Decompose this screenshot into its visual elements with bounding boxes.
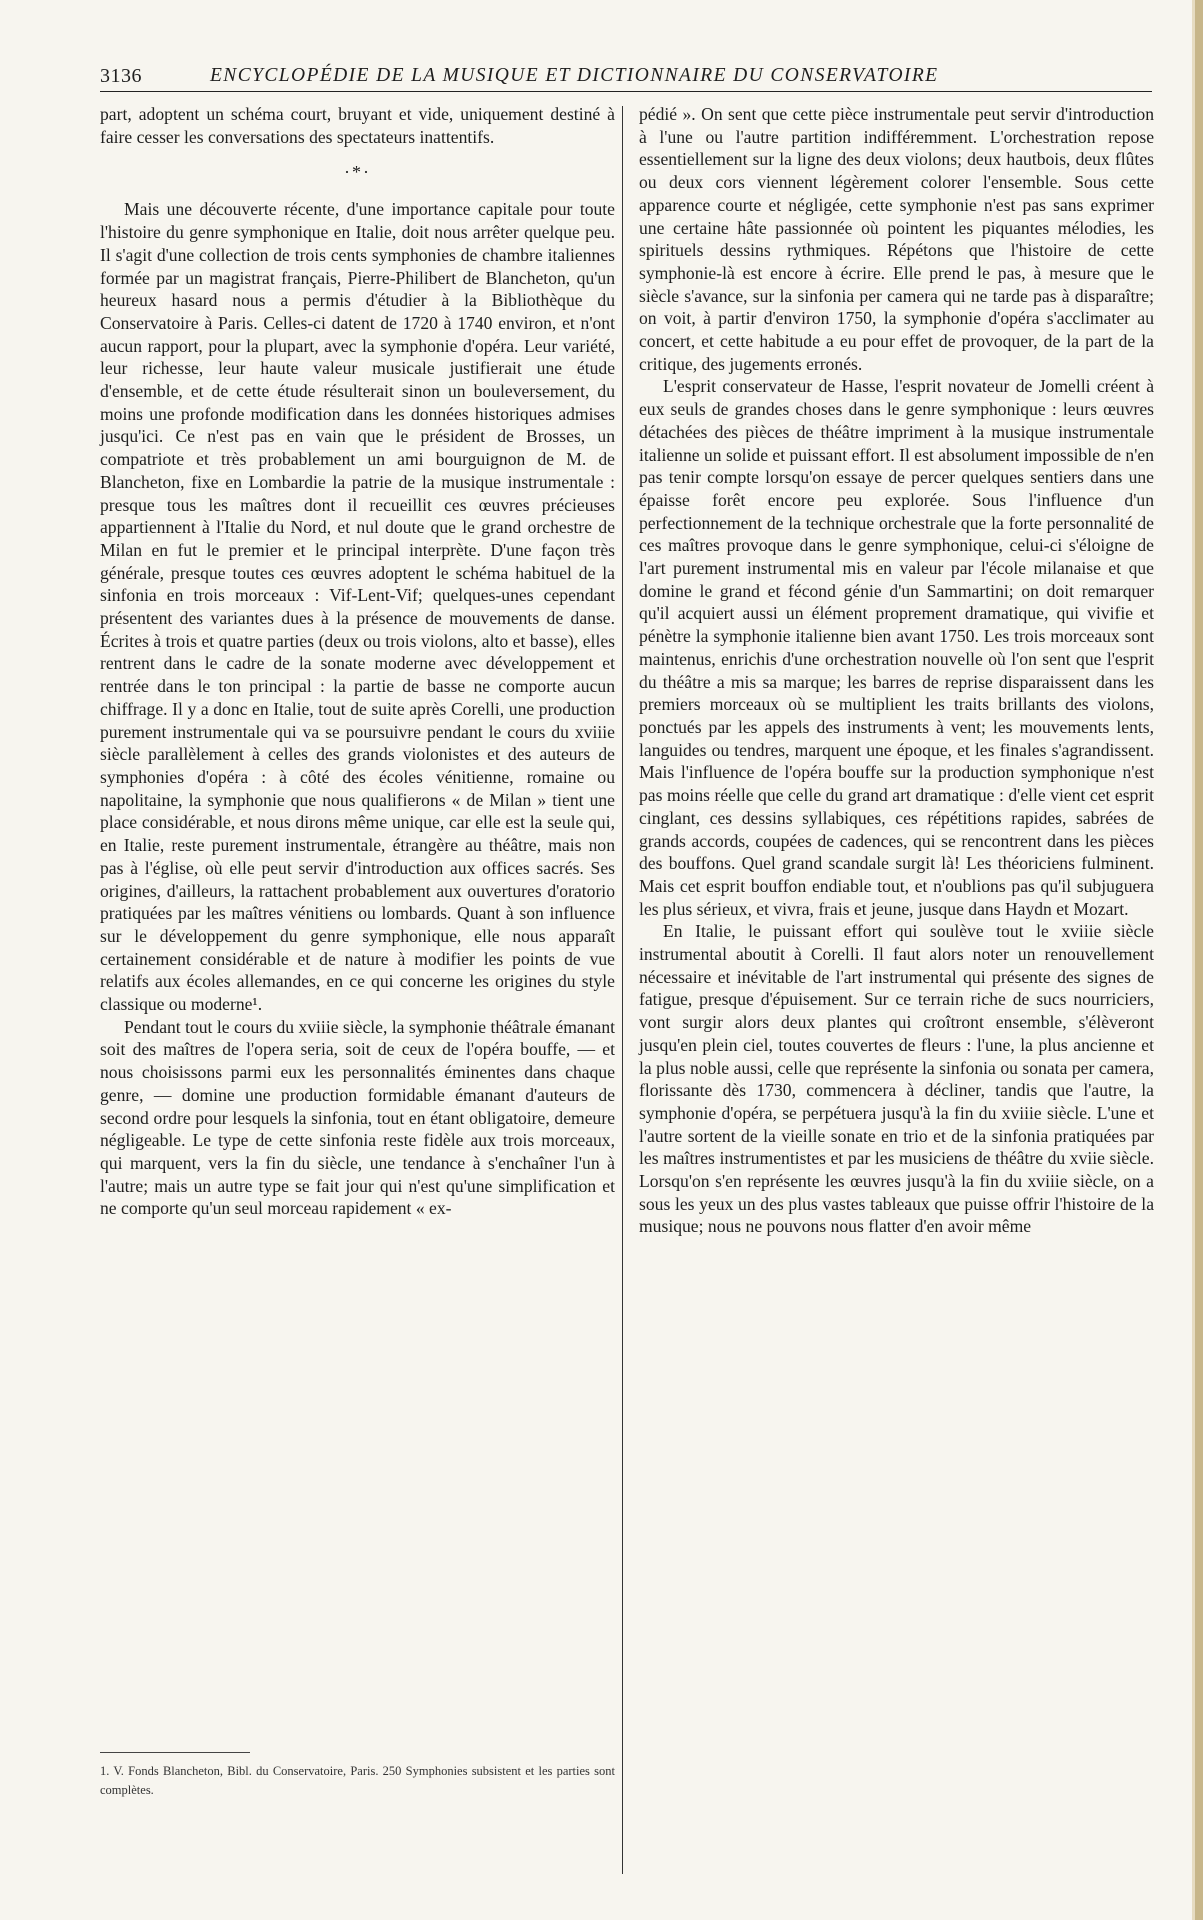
footnote: 1. V. Fonds Blancheton, Bibl. du Conservatoire, Paris. 250 Symphonies subsistent et les parties sont complètes. (100, 1764, 615, 1797)
running-title: ENCYCLOPÉDIE DE LA MUSIQUE ET DICTIONNAIRE DU CONSERVATOIRE (210, 65, 939, 86)
column-divider (622, 106, 623, 1874)
paragraph: pédié ». On sent que cette pièce instrumentale peut servir d'introduction à l'une ou l'autre partition indifféremment. L'orchestration repose essentiellement sur la ligne des deux violons; deux hautbois, deux flûtes ou deux cors viennent légèrement colorer l'ensemble. Sous cette apparence courte et négligée, cette symphonie n'est pas sans exprimer une certaine hâte passionnée où pointent les piquantes mélodies, les spirituels dessins rythmiques. Répétons que l'histoire de cette symphonie-là est encore à écrire. Elle prend le pas, à mesure que le siècle s'avance, sur la sinfonia per camera qui ne tarde pas à disparaître; on voit, à partir d'environ 1750, la symphonie d'opéra s'acclimater au concert, et cette habitude a eu pour effet de provoquer, de la part de la critique, des jugements erronés. (639, 104, 1154, 374)
header-rule (100, 91, 1152, 92)
book-edge (1195, 0, 1203, 1920)
book-edge-shadow (1192, 0, 1195, 1920)
paragraph: En Italie, le puissant effort qui soulève tout le xviiie siècle instrumental aboutit à Corelli. Il faut alors noter un renouvellement nécessaire et inévitable de l'art instrumental qui présente des signes de fatigue, presque d'épuisement. Sur ce terrain riche de sucs nourriciers, vont surgir alors deux plantes qui croîtront ensemble, s'élèveront jusqu'en plein ciel, toutes couvertes de fleurs : l'une, la plus ancienne et la plus noble aussi, celle que représente la sinfonia ou sonata per camera, florissante dès 1730, commencera à décliner, tandis que l'autre, la symphonie d'opéra, se perpétuera jusqu'à la fin du xviiie siècle. L'une et l'autre sortent de la vieille sonate en trio et de la sinfonia pratiquées par les maîtres instrumentistes et par les musiciens de théâtre du xviie siècle. Lorsqu'on s'en représente les œuvres jusqu'à la fin du xviiie siècle, on a sous les yeux un des plus vastes tableaux que puisse offrir l'histoire de la musique; nous ne pouvons nous flatter d'en avoir même (639, 921, 1154, 1237)
paragraph: Mais une découverte récente, d'une importance capitale pour toute l'histoire du genre symphonique en Italie, doit nous arrêter quelque peu. Il s'agit d'une collection de trois cents symphonies de chambre italiennes formée par un magistrat français, Pierre-Philibert de Blancheton, qu'un heureux hasard nous a permis d'étudier à la Bibliothèque du Conservatoire à Paris. Celles-ci datent de 1720 à 1740 environ, et n'ont aucun rapport, pour la plupart, avec la symphonie d'opéra. Leur variété, leur richesse, leur haute valeur musicale justifierait une étude d'ensemble, et de cette étude résulterait sinon un bouleversement, du moins une profonde modification dans les données historiques admises jusqu'ici. Ce n'est pas en vain que le président de Brosses, un compatriote et très probablement un ami bourguignon de M. de Blancheton, fixe en Lombardie la patrie de la musique instrumentale : presque tous les maîtres dont il recueillit ces œuvres précieuses appartiennent à l'Italie du Nord, et nul doute que le grand orchestre de Milan en fut le premier et le principal interprète. D'une façon très générale, presque toutes ces œuvres adoptent le schéma habituel de la sinfonia en trois morceaux : Vif-Lent-Vif; quelques-unes cependant présentent des variantes dues à la présence de mouvements de danse. Écrites à trois et quatre parties (deux ou trois violons, alto et basse), elles rentrent dans le cadre de la sonate moderne avec développement et rentrée dans le ton principal : la partie de basse ne comporte aucun chiffrage. Il y a donc en Italie, tout de suite après Corelli, une production purement instrumentale qui va se poursuivre pendant le cours du xviiie siècle parallèlement à celles des grands violonistes et des auteurs de symphonies d'opéra : à côté des écoles vénitienne, romaine ou napolitaine, la symphonie que nous qualifierons « de Milan » tient une place considérable, et nous dirons même unique, car elle est la seule qui, en Italie, reste purement instrumentale, étrangère au théâtre, mais non pas à l'église, où elle peut servir d'introduction aux offices sacrés. Ses origines, d'ailleurs, la rattachent probablement aux ouvertures d'oratorio pratiquées par les maîtres vénitiens ou lombards. Quant à son influence sur le développement du genre symphonique, elle nous apparaît certainement considérable et de nature à modifier les points de vue relatifs aux écoles allemandes, en ce qui concerne les origines du style classique ou moderne¹. (100, 199, 615, 1015)
paragraph: Pendant tout le cours du xviiie siècle, la symphonie théâtrale émanant soit des maîtres de l'opera seria, soit de ceux de l'opéra bouffe, — et nous choisissons parmi eux les personnalités éminentes dans chaque genre, — domine une production formidable émanant d'auteurs de second ordre pour lesquels la sinfonia, tout en étant obligatoire, demeure négligeable. Le type de cette sinfonia reste fidèle aux trois morceaux, qui marquent, vers la fin du siècle, une tendance à s'enchaîner l'un à l'autre; mais un autre type se fait jour qui n'est qu'une simplification et ne comporte qu'un seul morceau rapidement « ex- (100, 1016, 616, 1219)
footnote-rule (100, 1752, 250, 1753)
section-separator: ·*· (344, 162, 371, 183)
paragraph: L'esprit conservateur de Hasse, l'esprit novateur de Jomelli créent à eux seuls de grandes choses dans le genre symphonique : leurs œuvres détachées des pièces de théâtre impriment à la musique instrumentale italienne un solide et puissant effort. Il est absolument impossible de n'en pas tenir compte lorsqu'on essaye de percer quelques sentiers dans une épaisse forêt encore peu explorée. Sous l'influence d'un perfectionnement de la technique orchestrale que la forte personnalité de ces maîtres provoque dans le genre symphonique, celui-ci s'éloigne de l'art purement instrumental mis en valeur par l'école milanaise et que domine le grand et fécond génie d'un Sammartini; on doit remarquer qu'il acquiert aussi un élément proprement dramatique, qui vivifie et pénètre la symphonie italienne bien avant 1750. Les trois morceaux sont maintenus, enrichis d'une orchestration nouvelle où l'on sent que l'esprit du théâtre a mis sa marque; les barres de reprise disparaissent dans les premiers morceaux où se multiplient les traits brillants des violons, ponctués par les appels des instruments à vent; les mouvements lents, languides ou tendres, marquent une époque, et les finales s'agrandissent. Mais l'influence de l'opéra bouffe sur la production symphonique n'est pas moins réelle que celle du grand art dramatique : d'elle vient cet esprit cinglant, ces dessins syllabiques, ces répétitions rapides, sabrées de grands accords, coupées de cadences, qui se rencontrent dans les pièces des bouffons. Quel grand scandale surgit là! Les théoriciens fulminent. Mais cet esprit bouffon endiable tout, et n'oublions pas qu'il subjuguera les plus sérieux, et vivra, frais et jeune, jusque dans Haydn et Mozart. (639, 376, 1154, 919)
page-number: 3136 (100, 65, 142, 87)
running-header (100, 62, 1140, 90)
right-column (639, 103, 1154, 1238)
paragraph: part, adoptent un schéma court, bruyant et vide, uniquement destiné à faire cesser les conversations des spectateurs inattentifs. (100, 104, 615, 147)
left-column (100, 103, 615, 1220)
